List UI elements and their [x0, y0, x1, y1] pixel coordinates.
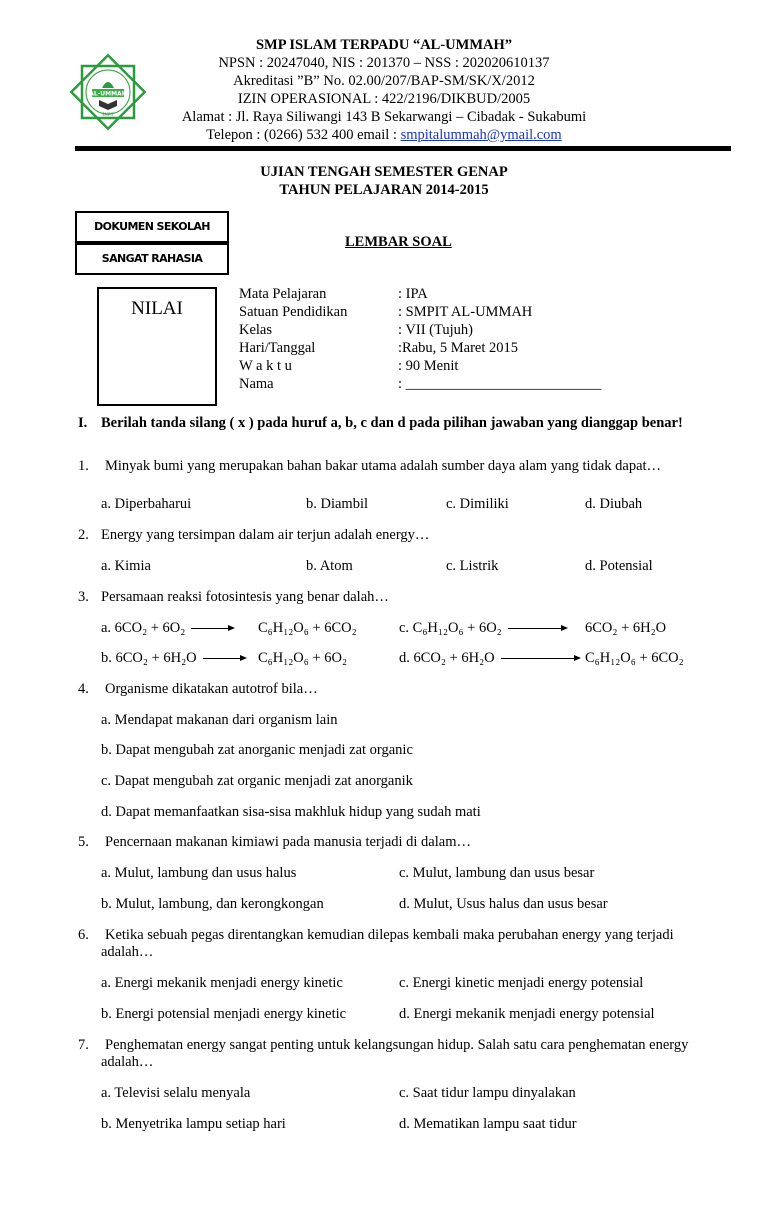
document-badge: DOKUMEN SEKOLAH — [75, 211, 229, 243]
answer-option[interactable]: b. Atom — [306, 558, 353, 574]
equation-reactants: d. 6CO₂ + 6H₂O — [399, 650, 495, 666]
question-number: 1. — [78, 458, 89, 474]
arrow-icon — [508, 628, 566, 629]
arrow-icon — [203, 658, 245, 659]
answer-option[interactable]: a. Diperbaharui — [101, 496, 192, 512]
info-value: : IPA — [398, 286, 428, 302]
question-number: 6. — [78, 927, 89, 943]
info-label: Hari/Tanggal — [239, 340, 316, 356]
info-value: :Rabu, 5 Maret 2015 — [398, 340, 519, 356]
info-label: Mata Pelajaran — [239, 286, 327, 302]
exam-title: UJIAN TENGAH SEMESTER GENAP — [260, 164, 508, 180]
answer-option[interactable]: c. Saat tidur lampu dinyalakan — [399, 1085, 576, 1101]
option-equation[interactable] — [399, 620, 572, 637]
equation-reactants: b. 6CO₂ + 6H₂O — [101, 650, 197, 666]
answer-option[interactable]: b. Dapat mengubah zat anorganic menjadi zat organic — [101, 742, 413, 758]
section-number: I. — [78, 415, 88, 431]
info-value: : SMPIT AL-UMMAH — [398, 304, 533, 320]
equation-products: C₆H₁₂O₆ + 6CO₂ — [258, 620, 357, 636]
score-label: NILAI — [131, 298, 183, 319]
option-equation[interactable] — [101, 620, 239, 637]
question-text: Minyak bumi yang merupakan bahan bakar utama adalah sumber daya alam yang tidak dapat… — [105, 458, 662, 474]
sheet-title: LEMBAR SOAL — [345, 234, 452, 250]
question-text: Organisme dikatakan autotrof bila… — [105, 681, 318, 697]
school-contact — [0, 127, 768, 144]
question-number: 3. — [78, 589, 89, 605]
answer-option[interactable]: a. Televisi selalu menyala — [101, 1085, 251, 1101]
arrow-icon — [191, 628, 233, 629]
equation-reactants: c. C₆H₁₂O₆ + 6O₂ — [399, 620, 502, 636]
question-text-continued: adalah… — [101, 944, 154, 960]
svg-text:SMPIT: SMPIT — [101, 112, 115, 117]
info-value: : ___________________________ — [398, 376, 602, 392]
equation-reactants: a. 6CO₂ + 6O₂ — [101, 620, 186, 636]
answer-option[interactable]: b. Energi potensial menjadi energy kinetic — [101, 1006, 347, 1022]
info-value: : 90 Menit — [398, 358, 459, 374]
school-address: Alamat : Jl. Raya Siliwangi 143 B Sekarwangi – Cibadak - Sukabumi — [181, 109, 587, 125]
exam-year: TAHUN PELAJARAN 2014-2015 — [279, 182, 489, 198]
option-equation[interactable] — [399, 650, 585, 667]
answer-option[interactable]: d. Potensial — [585, 558, 653, 574]
email-link[interactable]: smpitalummah@ymail.com — [400, 127, 562, 143]
school-permit: IZIN OPERASIONAL : 422/2196/DIKBUD/2005 — [237, 91, 531, 107]
question-text: Persamaan reaksi fotosintesis yang benar dalah… — [101, 589, 389, 605]
answer-option[interactable]: d. Dapat memanfaatkan sisa-sisa makhluk hidup yang sudah mati — [101, 804, 481, 820]
question-text: Pencernaan makanan kimiawi pada manusia terjadi di dalam… — [105, 834, 471, 850]
score-box — [97, 287, 217, 406]
question-number: 4. — [78, 681, 89, 697]
equation-products: C₆H₁₂O₆ + 6O₂ — [258, 650, 348, 666]
info-label: Kelas — [239, 322, 273, 338]
arrow-icon — [501, 658, 579, 659]
answer-option[interactable]: c. Dapat mengubah zat organic menjadi zat anorganik — [101, 773, 413, 789]
answer-option[interactable]: c. Energi kinetic menjadi energy potensial — [399, 975, 644, 991]
header-divider — [75, 146, 731, 151]
answer-option[interactable]: b. Diambil — [306, 496, 369, 512]
answer-option[interactable]: c. Dimiliki — [446, 496, 509, 512]
secret-badge: SANGAT RAHASIA — [75, 243, 229, 275]
answer-option[interactable]: a. Mulut, lambung dan usus halus — [101, 865, 297, 881]
svg-text:AL-UMMAH: AL-UMMAH — [89, 90, 127, 98]
question-number: 2. — [78, 527, 89, 543]
info-label: Nama — [239, 376, 274, 392]
question-text: Penghematan energy sangat penting untuk kelangsungan hidup. Salah satu cara penghematan energy — [105, 1037, 689, 1053]
answer-option[interactable]: a. Kimia — [101, 558, 151, 574]
phone-text: Telepon : (0266) 532 400 email : — [206, 127, 401, 143]
question-number: 5. — [78, 834, 89, 850]
answer-option[interactable]: d. Diubah — [585, 496, 643, 512]
answer-option[interactable]: c. Mulut, lambung dan usus besar — [399, 865, 595, 881]
answer-option[interactable]: d. Mematikan lampu saat tidur — [399, 1116, 577, 1132]
answer-option[interactable]: b. Menyetrika lampu setiap hari — [101, 1116, 286, 1132]
question-text-continued: adalah… — [101, 1054, 154, 1070]
answer-option[interactable]: d. Mulut, Usus halus dan usus besar — [399, 896, 608, 912]
answer-option[interactable]: c. Listrik — [446, 558, 499, 574]
info-label: W a k t u — [239, 358, 292, 374]
equation-products: C₆H₁₂O₆ + 6CO₂ — [585, 650, 684, 666]
equation-products: 6CO₂ + 6H₂O — [585, 620, 667, 636]
answer-option[interactable]: a. Mendapat makanan dari organism lain — [101, 712, 338, 728]
answer-option[interactable]: a. Energi mekanik menjadi energy kinetic — [101, 975, 343, 991]
school-name: SMP ISLAM TERPADU “AL-UMMAH” — [255, 37, 513, 53]
question-number: 7. — [78, 1037, 89, 1053]
question-text: Energy yang tersimpan dalam air terjun adalah energy… — [101, 527, 430, 543]
answer-option[interactable]: b. Mulut, lambung, dan kerongkongan — [101, 896, 324, 912]
option-equation[interactable] — [101, 650, 251, 667]
school-ids: NPSN : 20247040, NIS : 201370 – NSS : 202020610137 — [218, 55, 550, 71]
answer-option[interactable]: d. Energi mekanik menjadi energy potensial — [399, 1006, 655, 1022]
section-instruction: Berilah tanda silang ( x ) pada huruf a, b, c dan d pada pilihan jawaban yang dianggap benar! — [101, 415, 683, 431]
info-value: : VII (Tujuh) — [398, 322, 473, 338]
question-text: Ketika sebuah pegas direntangkan kemudian dilepas kembali maka perubahan energy yang terjadi — [105, 927, 674, 943]
info-label: Satuan Pendidikan — [239, 304, 348, 320]
school-accreditation: Akreditasi ”B” No. 02.00/207/BAP-SM/SK/X/2012 — [233, 73, 535, 89]
